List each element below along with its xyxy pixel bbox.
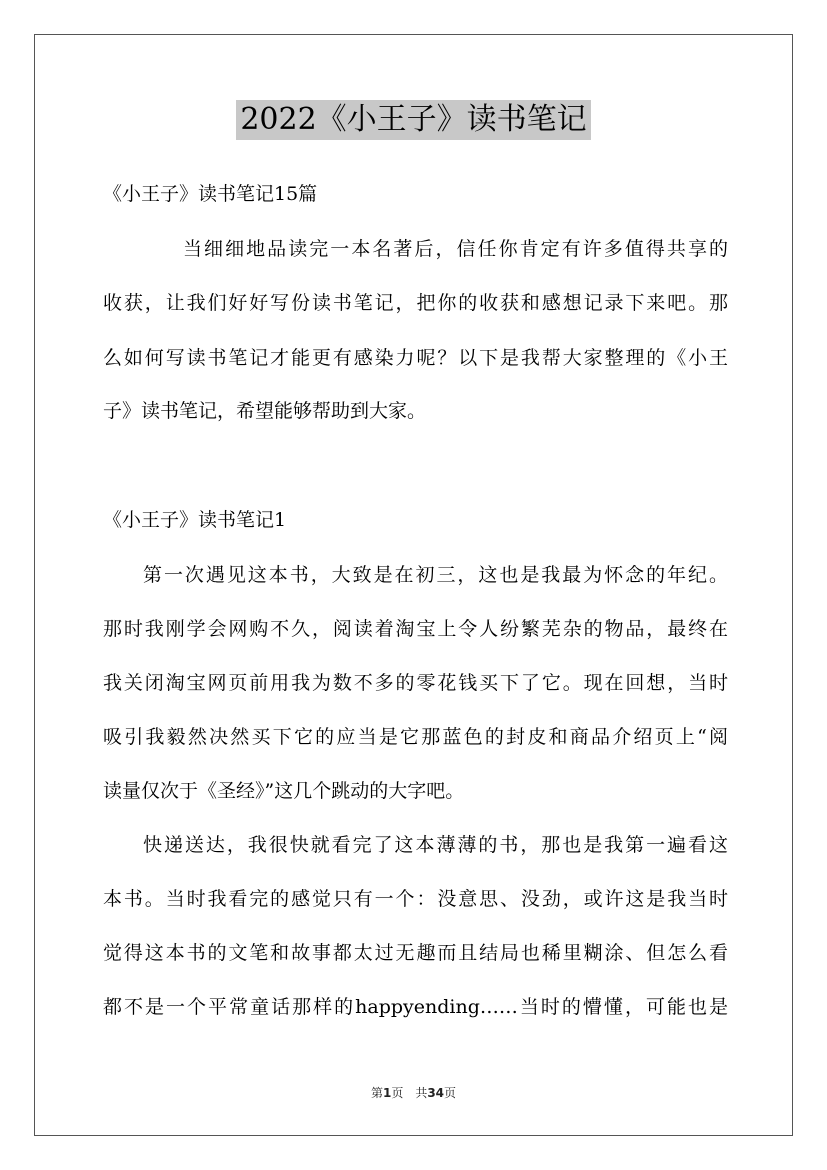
- intro-line: 么如何写读书笔记才能更有感染力呢？以下是我帮大家整理的《小王: [103, 347, 728, 369]
- paragraph-line: 觉得这本书的文笔和故事都太过无趣而且结局也稀里糊涂、但怎么看: [103, 942, 728, 964]
- paragraph-line: 快递送达，我很快就看完了这本薄薄的书，那也是我第一遍看这: [143, 834, 728, 856]
- intro-line: 子》读书笔记，希望能够帮助到大家。: [103, 400, 427, 422]
- current-page-number: 1: [382, 1086, 392, 1100]
- document-subtitle: 《小王子》读书笔记15篇: [103, 183, 318, 205]
- paragraph-line: 读量仅次于《圣经》”这几个跳动的大字吧。: [103, 780, 465, 802]
- intro-line: 当细细地品读完一本名著后，信任你肯定有许多值得共享的: [183, 238, 728, 260]
- total-page-count: 34: [427, 1086, 445, 1100]
- paragraph-line: 我关闭淘宝网页前用我为数不多的零花钱买下了它。现在回想，当时: [103, 672, 728, 694]
- footer-prefix: 第: [370, 1086, 383, 1100]
- footer-suffix: 页: [444, 1086, 457, 1100]
- footer-mid: 页 共: [391, 1086, 428, 1100]
- section-heading: 《小王子》读书笔记1: [103, 509, 287, 531]
- paragraph-line: 本书。当时我看完的感觉只有一个：没意思、没劲，或许这是我当时: [103, 888, 728, 910]
- document-title: 2022《小王子》读书笔记: [236, 100, 590, 140]
- intro-line: 收获，让我们好好写份读书笔记，把你的收获和感想记录下来吧。那: [103, 292, 728, 314]
- paragraph-line: 第一次遇见这本书，大致是在初三，这也是我最为怀念的年纪。: [143, 564, 728, 586]
- paragraph-line: 吸引我毅然决然买下它的应当是它那蓝色的封皮和商品介绍页上“阅: [103, 726, 728, 748]
- paragraph-line: 都不是一个平常童话那样的happyending……当时的懵懂，可能也是: [103, 996, 728, 1018]
- page-footer: [0, 1084, 827, 1101]
- paragraph-line: 那时我刚学会网购不久，阅读着淘宝上令人纷繁芜杂的物品，最终在: [103, 618, 728, 640]
- title-container: [0, 100, 827, 140]
